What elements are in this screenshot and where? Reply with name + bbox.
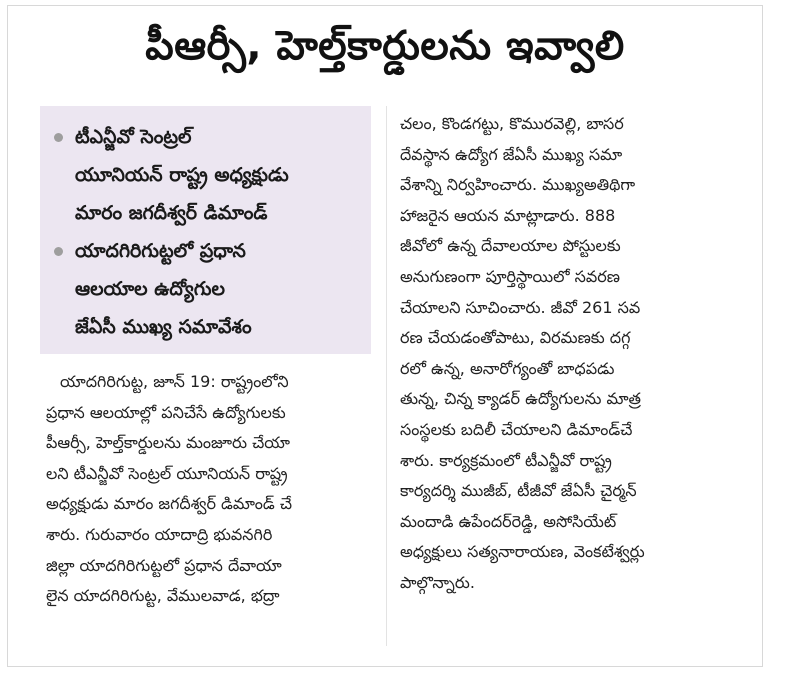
body-line: ప్రధాన ఆలయాల్లో పనిచేసే ఉద్యోగులకు bbox=[46, 402, 286, 422]
subheadline-bullet-2 bbox=[54, 232, 361, 346]
body-line: శారు. గురువారం యాదాద్రి భువనగిరి bbox=[46, 524, 273, 544]
subheadline-line: ఆలయాల ఉద్యోగుల bbox=[75, 278, 225, 300]
body-line: చలం, కొండగట్టు, కొమురవెల్లి, బాసర bbox=[400, 114, 624, 133]
body-line: యాదగిరిగుట్ట, జూన్ 19: రాష్ట్రంలోని bbox=[60, 372, 289, 391]
body-line: జీవోలో ఉన్న దేవాలయాల పోస్టులకు bbox=[400, 236, 621, 256]
body-column-left bbox=[46, 367, 382, 612]
body-line: దేవస్థాన ఉద్యోగ జేఏసీ ముఖ్య సమా bbox=[400, 144, 623, 164]
headline: పీఆర్సీ, హెల్త్‌కార్డులను ఇవ్వాలి bbox=[145, 23, 625, 69]
body-line: పాల్గొన్నారు. bbox=[400, 572, 475, 592]
body-line: హాజరైన ఆయన మాట్లాడారు. 888 bbox=[400, 205, 616, 225]
subheadline-line: మారం జగదీశ్వర్ డిమాండ్ bbox=[75, 202, 268, 224]
body-line: శారు. కార్యక్రమంలో టీఎన్జీవో రాష్ట్ర bbox=[400, 450, 612, 470]
body-line: రలో ఉన్న, అనారోగ్యంతో బాధపడు bbox=[400, 358, 615, 378]
body-line: చేయాలని సూచించారు. జీవో 261 సవ bbox=[400, 297, 641, 317]
column-divider bbox=[386, 106, 387, 646]
bullet-dot-icon bbox=[54, 133, 63, 142]
subheadline-bullet-1 bbox=[54, 118, 361, 232]
body-line: లైన యాదగిరిగుట్ట, వేములవాడ, భద్రా bbox=[46, 586, 280, 606]
news-clipping bbox=[7, 5, 763, 667]
body-line: వేశాన్ని నిర్వహించారు. ముఖ్యఅతిథిగా bbox=[400, 175, 636, 195]
subheadline-line: యాదగిరిగుట్టలో ప్రధాన bbox=[75, 240, 246, 262]
body-line: పీఆర్సీ, హెల్త్‌కార్డులను మంజూరు చేయా bbox=[46, 433, 290, 453]
body-line: కార్యదర్శి ముజీబ్, టీజీవో జేఏసీ చైర్మన్ bbox=[400, 481, 637, 501]
body-line: అనుగుణంగా పూర్తిస్థాయిలో సవరణ bbox=[400, 266, 620, 286]
body-line: సంస్థలకు బదిలీ చేయాలని డిమాండ్‌చే bbox=[400, 419, 633, 439]
subheadline-line: యూనియన్ రాష్ట్ర అధ్యక్షుడు bbox=[75, 164, 289, 186]
subheadline-line: టీఎన్జీవో సెంట్రల్ bbox=[75, 126, 192, 148]
body-line: మందాడి ఉపేందర్‌రెడ్డి, అసోసియేట్ bbox=[400, 511, 617, 531]
body-line: తున్న, చిన్న క్యాడర్ ఉద్యోగులను మాత్ర bbox=[400, 389, 641, 409]
body-line: రణ చేయడంతోపాటు, విరమణకు దగ్గ bbox=[400, 328, 631, 348]
body-line: లని టీఎన్జీవో సెంట్రల్ యూనియన్ రాష్ట్ర bbox=[46, 463, 288, 483]
subheadline-line: జేఏసీ ముఖ్య సమావేశం bbox=[75, 316, 252, 338]
bullet-dot-icon bbox=[54, 247, 63, 256]
body-line: అధ్యక్షుడు మారం జగదీశ్వర్ డిమాండ్ చే bbox=[46, 494, 292, 514]
body-column-right bbox=[400, 109, 745, 599]
body-line: అధ్యక్షులు సత్యనారాయణ, వెంకటేశ్వర్లు bbox=[400, 542, 645, 562]
body-line: జిల్లా యాదగిరిగుట్టలో ప్రధాన దేవాయా bbox=[46, 555, 282, 575]
subheadline-box bbox=[40, 106, 371, 354]
